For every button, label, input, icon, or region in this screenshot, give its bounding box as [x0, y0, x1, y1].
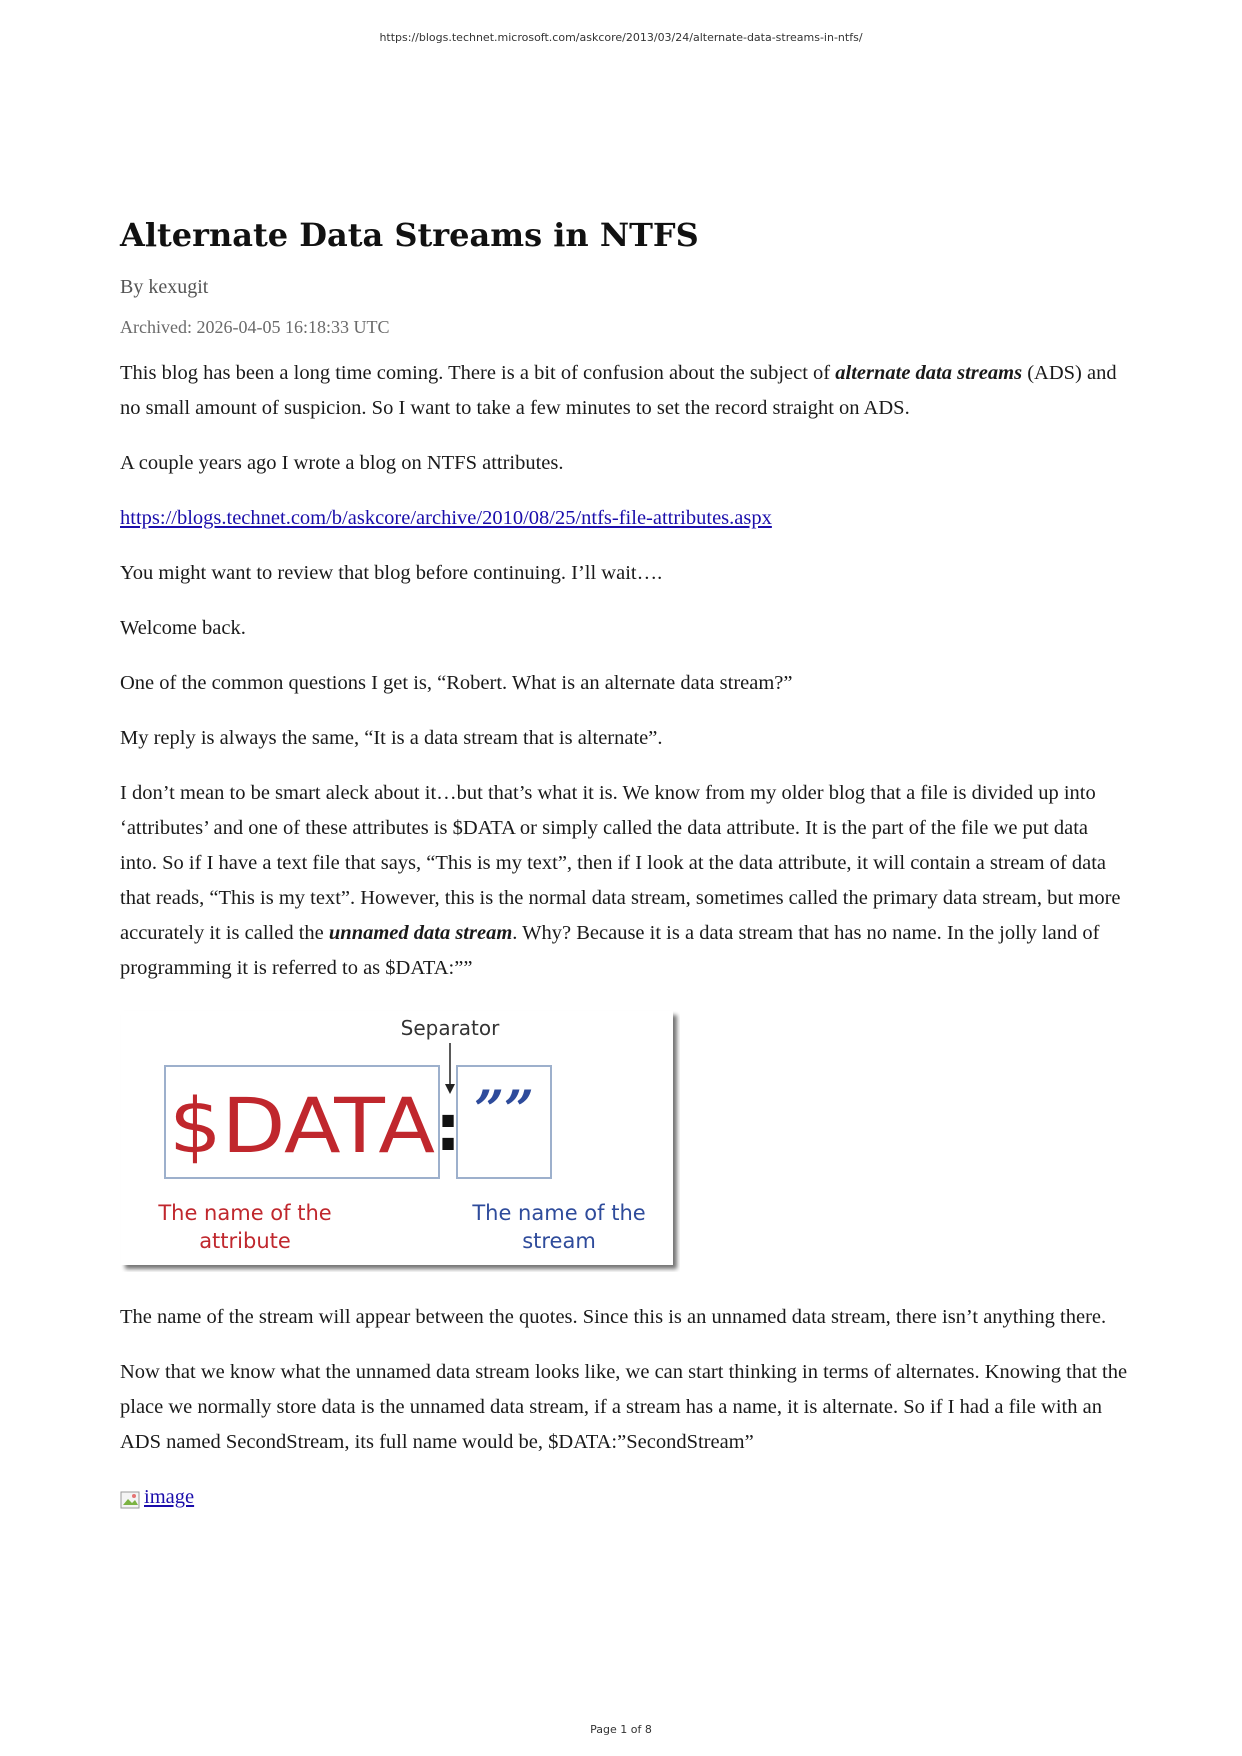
- attribute-caption-line1: The name of the: [158, 1201, 332, 1226]
- paragraph-stream-name: The name of the stream will appear between the quotes. Since this is an unnamed data stream, there isn’t anything there.: [120, 1306, 1107, 1329]
- article: [120, 210, 1130, 1523]
- emphasis-unnamed-data-stream: unnamed data stream: [328, 922, 513, 945]
- paragraph-welcome: Welcome back.: [120, 617, 246, 640]
- stream-quotes: ””: [474, 1080, 534, 1142]
- attribute-caption-line2: attribute: [199, 1229, 291, 1254]
- source-url: https://blogs.technet.microsoft.com/askcore/2013/03/24/alternate-data-streams-in-ntfs/: [379, 31, 863, 44]
- data-stream-diagram: [120, 1010, 680, 1272]
- page-title: Alternate Data Streams in NTFS: [120, 216, 699, 254]
- paragraph-review: You might want to review that blog before continuing. I’ll wait….: [120, 562, 663, 585]
- archived-timestamp: Archived: 2026-04-05 16:18:33 UTC: [120, 317, 390, 338]
- paragraph-intro: This blog has been a long time coming. There is a bit of confusion about the subject of alternate data streams (ADS) and no small amount of suspicion. So I want to take a few minutes to set the record straight on ADS.: [120, 362, 1117, 420]
- stream-caption-line1: The name of the: [472, 1201, 646, 1226]
- broken-image-icon: [120, 1488, 142, 1508]
- ntfs-attributes-link[interactable]: https://blogs.technet.com/b/askcore/archive/2010/08/25/ntfs-file-attributes.aspx: [120, 507, 772, 530]
- byline: By kexugit: [120, 276, 209, 299]
- attribute-text: $DATA: [169, 1081, 435, 1171]
- paragraph-explanation: I don’t mean to be smart aleck about it…but that’s what it is. We know from my older blog that a file is divided up into ‘attributes’ and one of these attributes is $DATA or simply called the data attribute. It is the part of the file we put data into. So if I have a text file that says, “This is my text”, then if I look at the data attribute, it will contain a stream of data that reads, “This is my text”. However, this is the normal data stream, sometimes called the primary data stream, but more accurately it is called the unnamed data stream. Why? Because it is a data stream that has no name. In the jolly land of programming it is referred to as $DATA:””: [120, 782, 1121, 980]
- stream-caption-line2: stream: [522, 1229, 596, 1254]
- page-number: Page 1 of 8: [590, 1723, 652, 1736]
- paragraph-question: One of the common questions I get is, “Robert. What is an alternate data stream?”: [120, 672, 793, 695]
- paragraph-image-link: [120, 1480, 1130, 1523]
- paragraph-reply: My reply is always the same, “It is a data stream that is alternate”.: [120, 727, 663, 750]
- paragraph-alternate: Now that we know what the unnamed data stream looks like, we can start thinking in terms of alternates. Knowing that the place we normally store data is the unnamed data stream, if a stream has a name, it is alternate. So if I had a file with an ADS named SecondStream, its full name would be, $DATA:”SecondStream”: [120, 1361, 1128, 1454]
- image-link[interactable]: [120, 1480, 194, 1515]
- paragraph-prior-blog: A couple years ago I wrote a blog on NTFS attributes.: [120, 452, 564, 475]
- image-link-text: image: [144, 1486, 195, 1509]
- emphasis-alternate-data-streams: alternate data streams: [835, 362, 1023, 385]
- colon-separator: :: [435, 1092, 461, 1167]
- separator-label: Separator: [400, 1016, 500, 1041]
- paragraph-link: [120, 501, 1130, 536]
